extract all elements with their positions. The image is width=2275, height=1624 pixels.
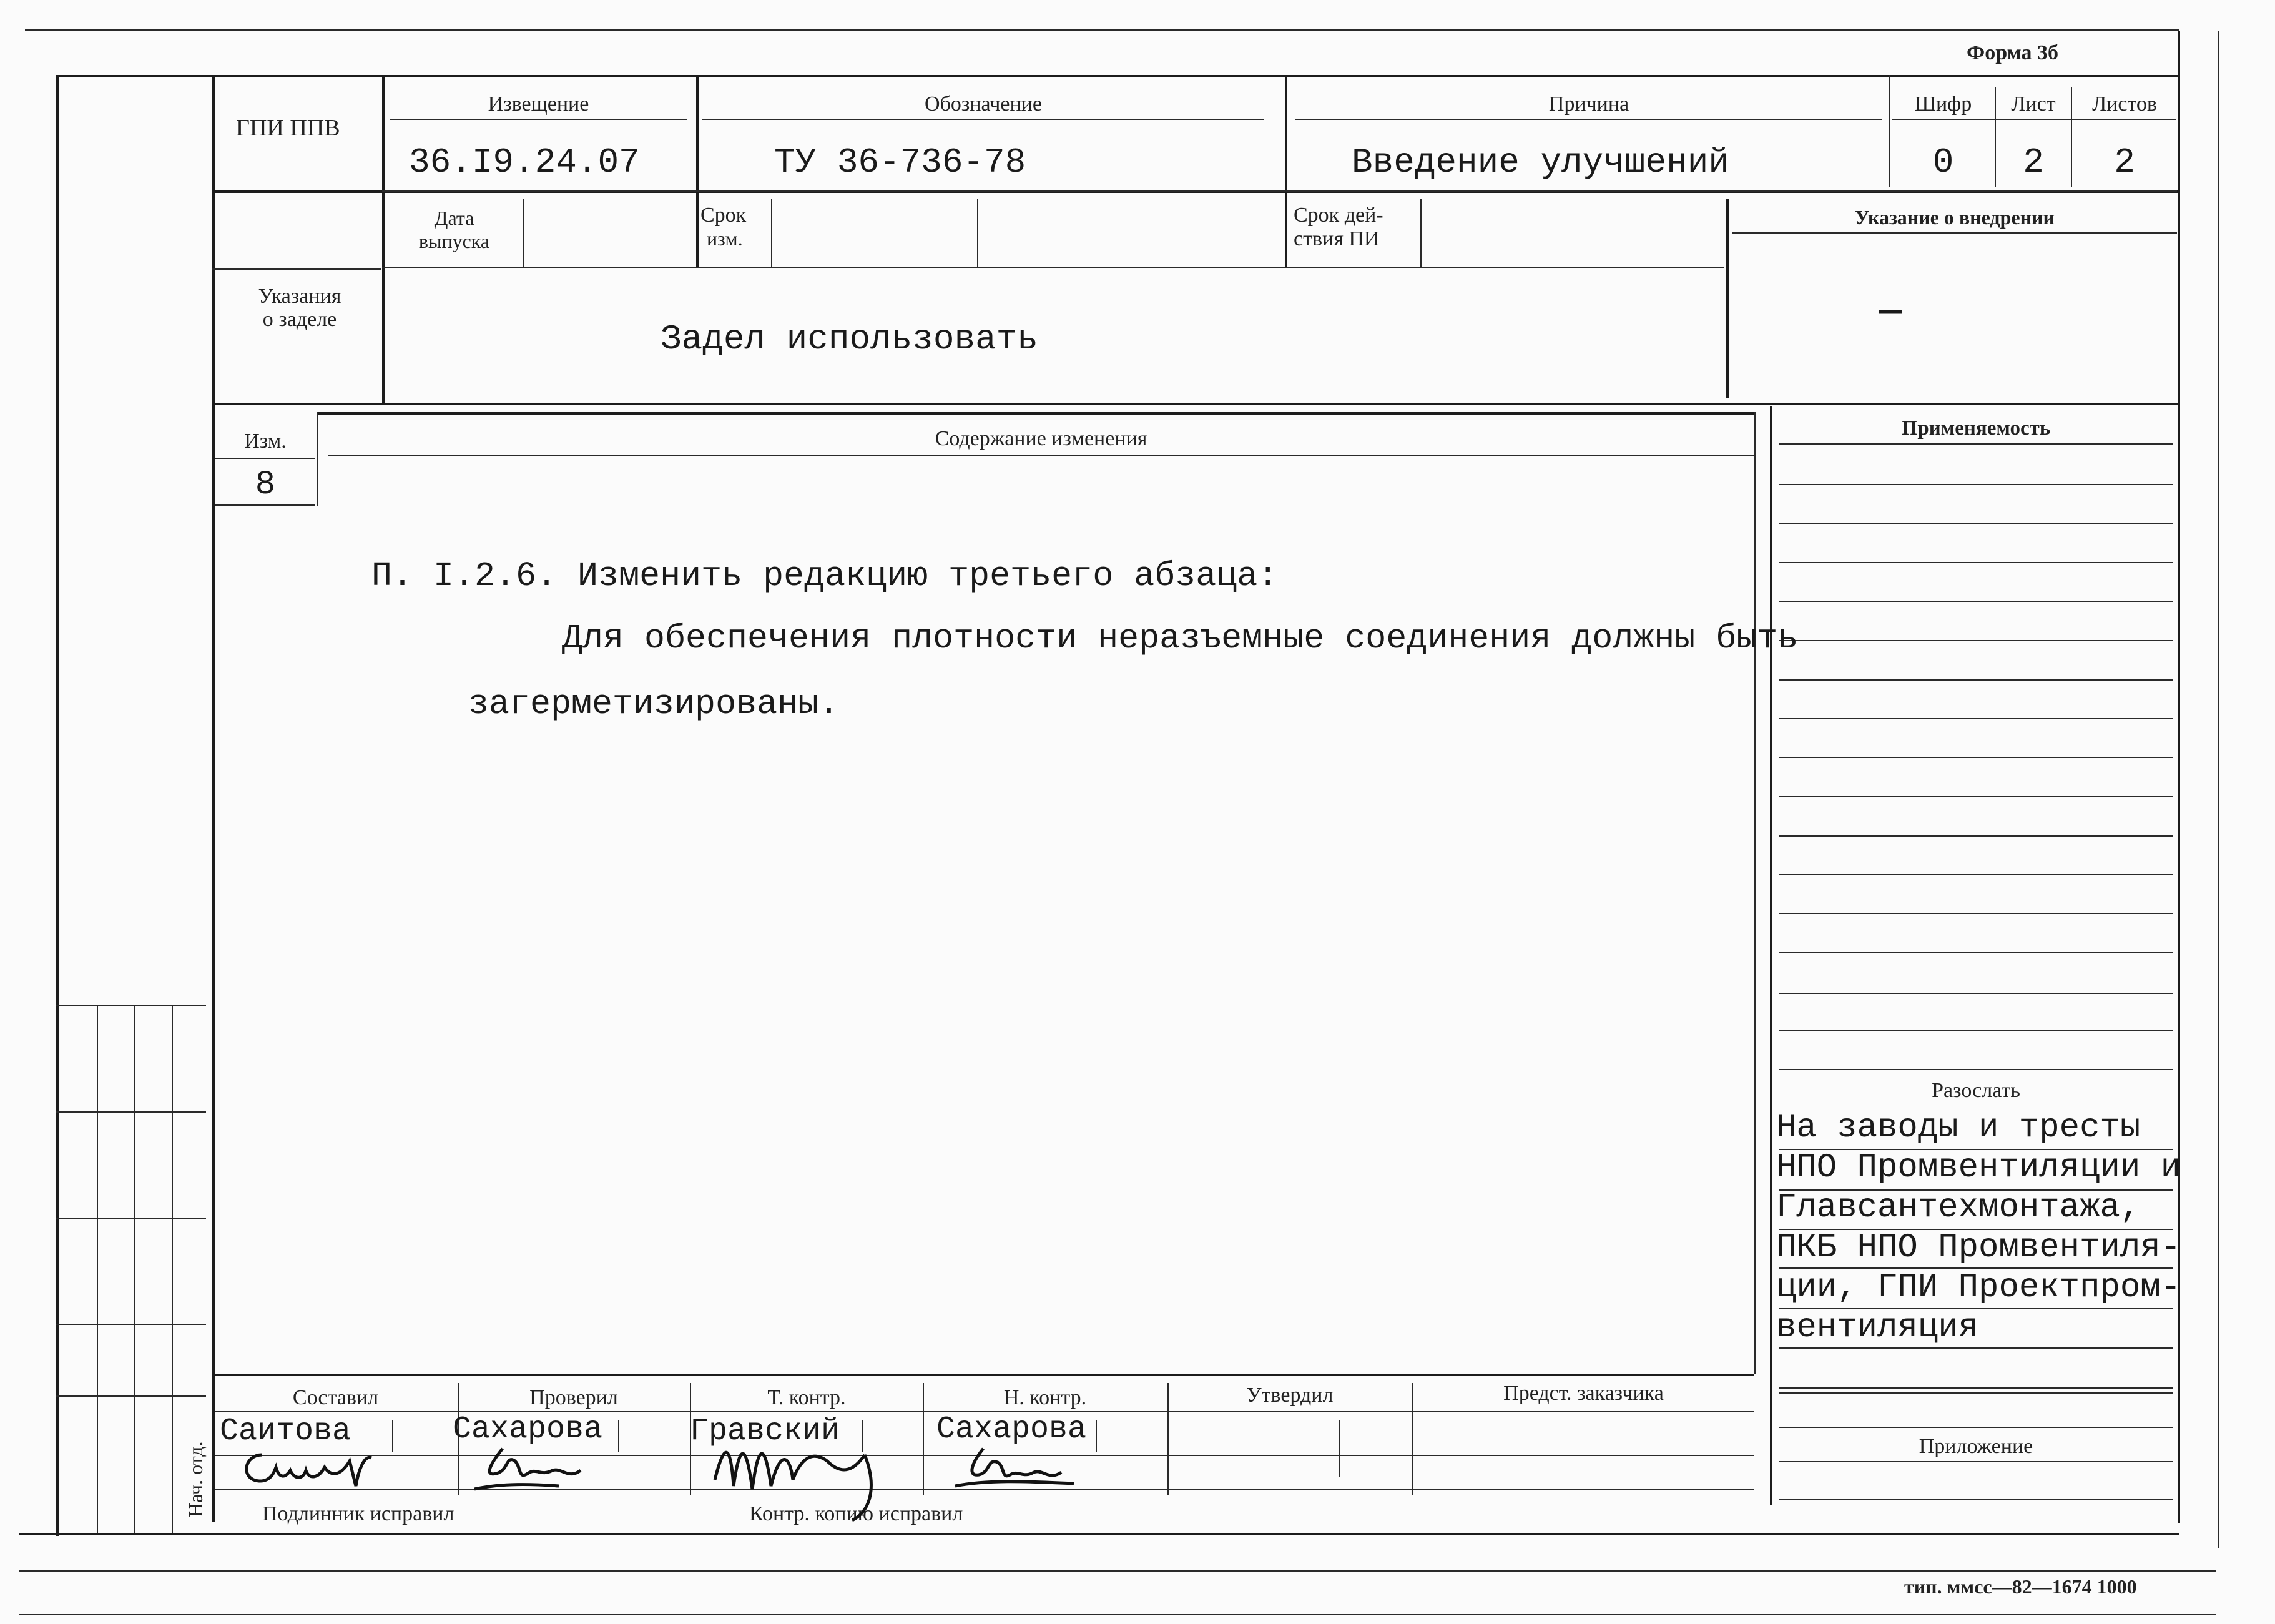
distribute-line: ПКБ НПО Промвентиля- [1776,1229,2181,1267]
designation-value: ТУ 36-736-78 [774,142,1026,182]
distribute-line: вентиляция [1776,1309,1979,1347]
change-line-3: загерметизированы. [468,684,840,724]
org-name: ГПИ ППВ [236,115,340,141]
distribute-line: На заводы и тресты [1776,1109,2141,1147]
backlog-label-1: Указания [258,285,341,308]
distribute-line: НПО Промвентиляции и [1776,1149,2181,1187]
sheet-value: 2 [2023,142,2044,182]
sheets-label: Листов [2092,92,2157,116]
sheet-label: Лист [2011,92,2056,116]
compiled-name: Саитова [220,1414,351,1449]
change-content-label: Содержание изменения [935,427,1147,450]
issue-date-label-1: Дата [434,207,474,229]
notice-value: 36.I9.24.07 [409,142,640,182]
backlog-label-2: о заделе [262,308,337,331]
signature-tcontrol [709,1436,890,1523]
signature-ncontrol [949,1442,1086,1492]
change-term-label-1: Срок [700,204,747,227]
issue-date-label-2: выпуска [418,230,490,252]
designation-label: Обозначение [925,92,1042,116]
distribute-line: ции, ГПИ Проектпром- [1776,1269,2181,1307]
compiled-label: Составил [292,1386,379,1409]
print-mark: тип. ммсс—82—1674 1000 [1904,1575,2137,1598]
checked-name: Сахарова [453,1412,603,1447]
code-label: Шифр [1914,92,1972,116]
appendix-label: Приложение [1919,1435,2033,1458]
checked-label: Проверил [529,1386,618,1409]
tcontrol-label: Т. контр. [767,1386,846,1409]
sheets-value: 2 [2114,142,2135,182]
copy-fixed-label: Контр. копию исправил [749,1502,963,1525]
backlog-value: Задел использовать [661,319,1038,359]
tcontrol-name: Гравский [690,1414,840,1449]
validity-label-2: ствия ПИ [1294,227,1380,250]
ncontrol-name: Сахарова [936,1412,1087,1447]
change-line-2: Для обеспечения плотности неразъемные соединения должны быть [562,619,1799,658]
implementation-label: Указание о внедрении [1855,206,2055,229]
change-term-label-2: изм. [707,227,743,250]
code-value: 0 [1932,142,1954,182]
ncontrol-label: Н. контр. [1003,1386,1087,1409]
signature-checked [465,1439,590,1499]
change-num-value: 8 [255,466,276,504]
approved-label: Утвердил [1246,1384,1334,1407]
implementation-value: — [1879,291,1902,333]
original-fixed-label: Подлинник исправил [262,1502,455,1525]
validity-label-1: Срок дей- [1294,204,1383,227]
applicability-label: Применяемость [1901,417,2051,440]
form-label: Форма 3б [1967,41,2059,64]
reason-value: Введение улучшений [1352,142,1729,182]
signature-compiled [237,1442,387,1492]
change-num-label: Изм. [244,430,287,453]
notice-label: Извещение [488,92,589,116]
change-line-1: П. I.2.6. Изменить редакцию третьего абзаца: [371,556,1279,596]
customer-label: Предст. заказчика [1503,1382,1664,1405]
reason-label: Причина [1548,92,1629,116]
distribute-line: Главсантехмонтажа, [1776,1189,2141,1227]
dept-head-label: Нач. отд. [184,1441,207,1517]
distribute-list [1776,1108,2181,1348]
distribute-label: Разослать [1932,1079,2020,1102]
